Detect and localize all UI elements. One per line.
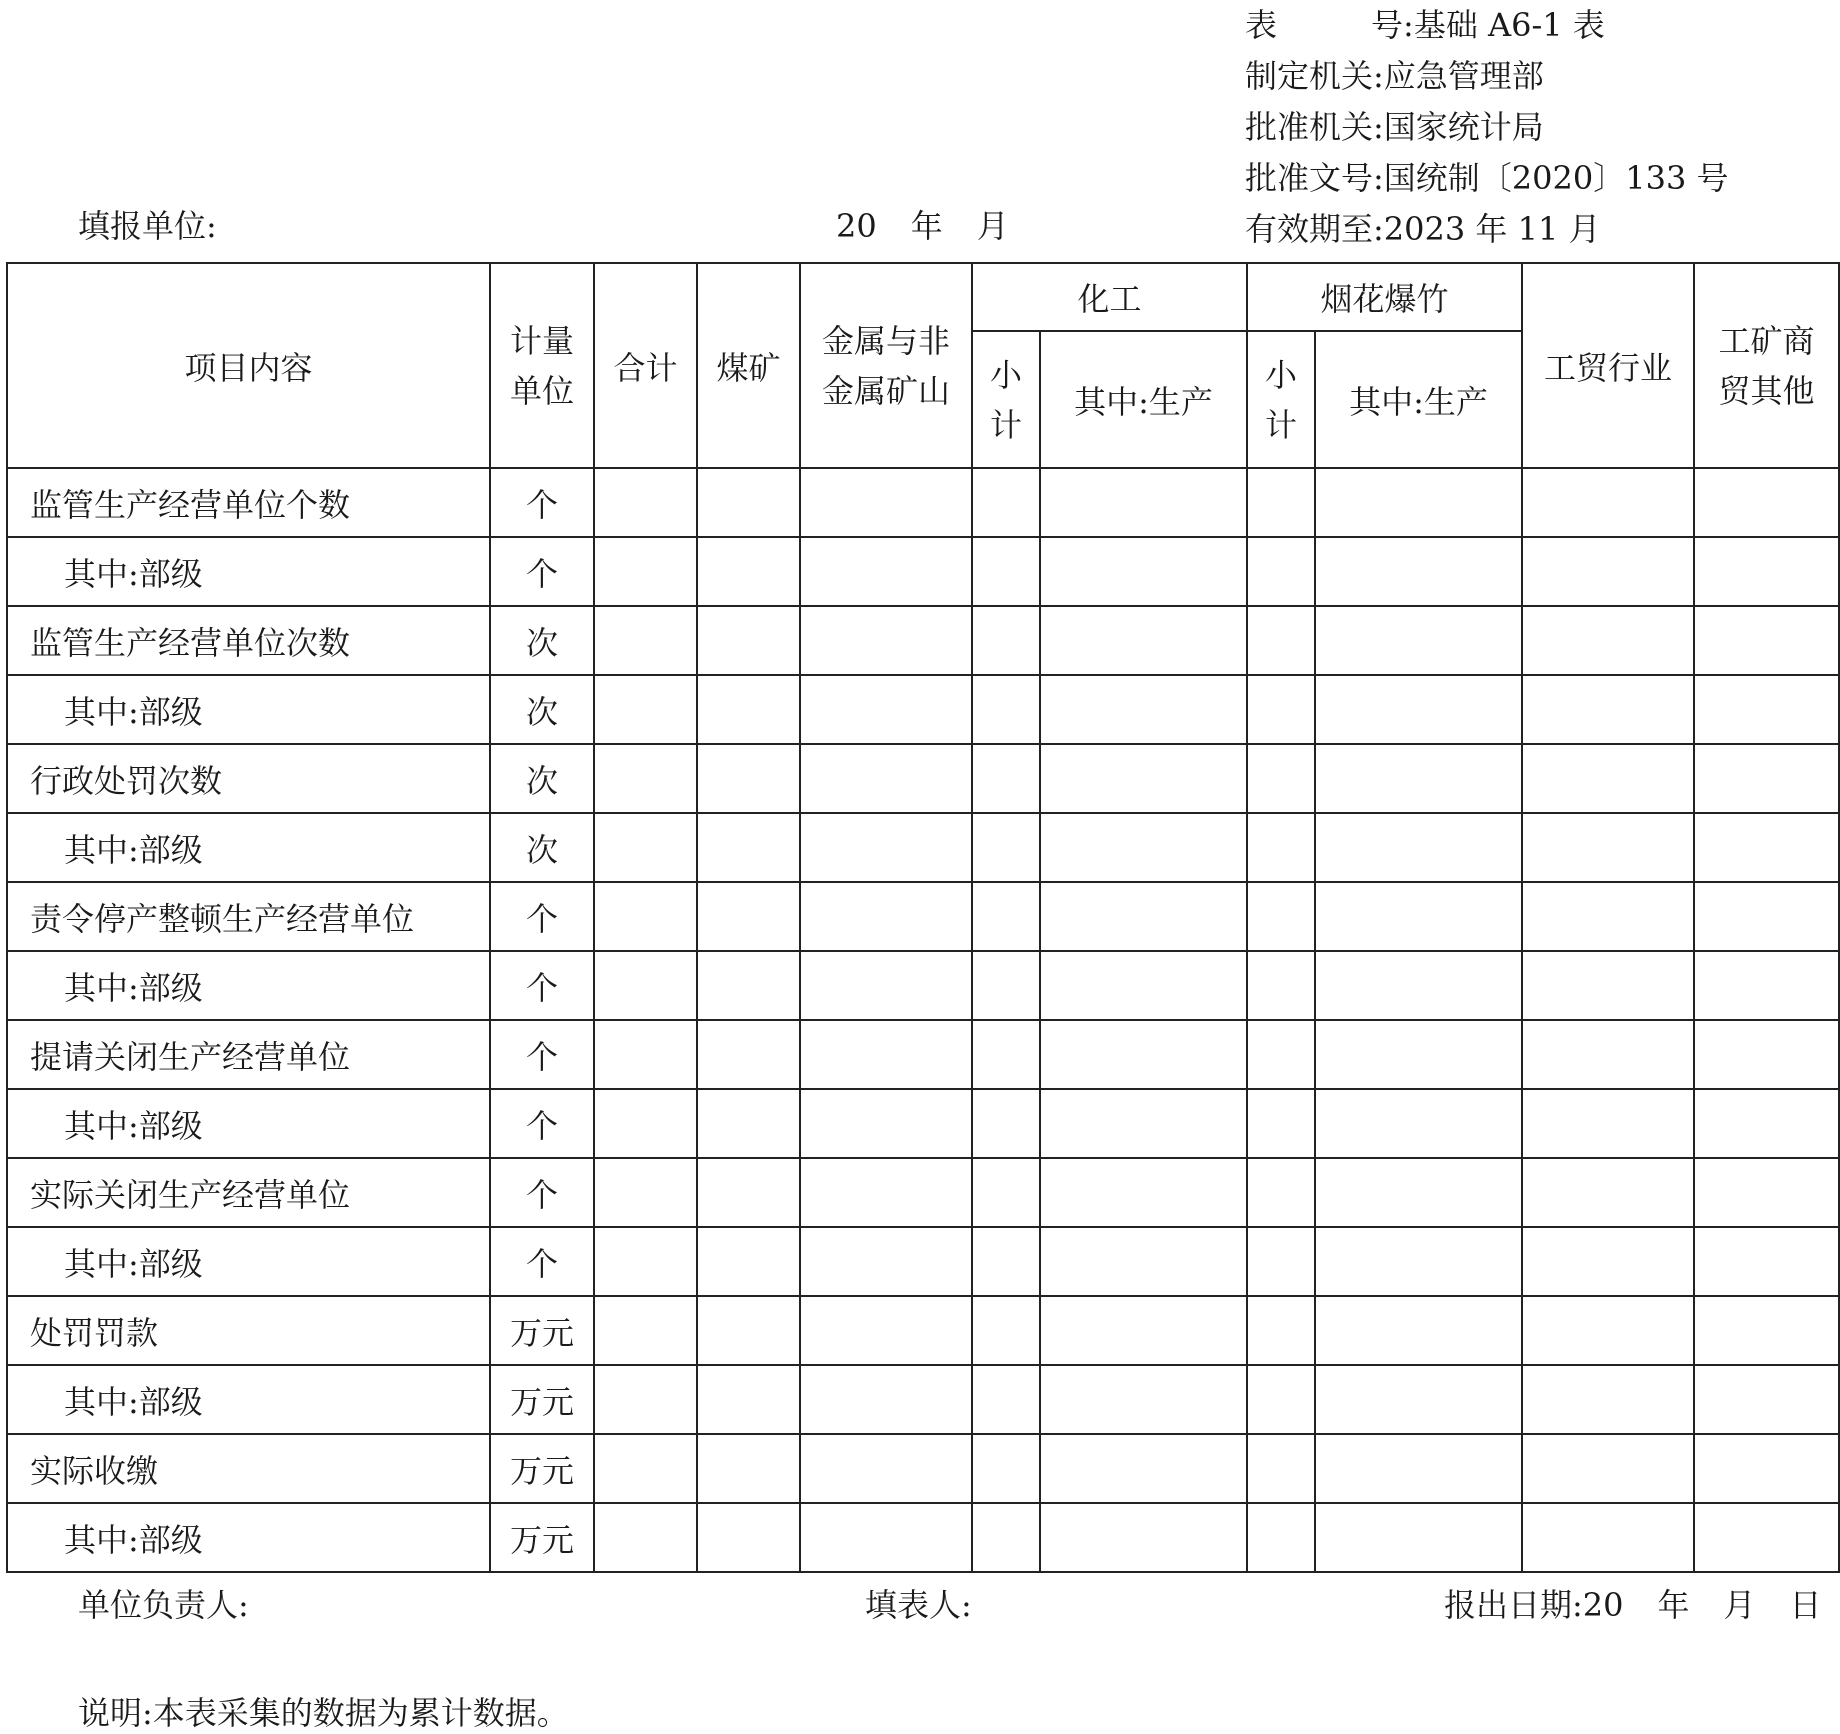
table-number-label-suffix: 号: — [1371, 6, 1414, 44]
row-unit: 万元 — [490, 1296, 594, 1365]
value-cell[interactable] — [1040, 1365, 1247, 1434]
value-cell[interactable] — [1694, 606, 1839, 675]
header-chemical-subtotal: 小 计 — [972, 331, 1040, 468]
unit-head-label: 单位负责人: — [78, 1586, 249, 1624]
value-cell[interactable] — [594, 537, 697, 606]
value-cell[interactable] — [972, 1158, 1040, 1227]
fill-unit-label: 填报单位: — [78, 207, 217, 245]
report-date-label: 报出日期:20 — [1444, 1586, 1624, 1624]
row-item: 责令停产整顿生产经营单位 — [7, 882, 490, 951]
header-fireworks: 烟花爆竹 — [1247, 263, 1522, 331]
value-cell[interactable] — [1522, 1296, 1694, 1365]
approval-number-label: 批准文号: — [1245, 159, 1384, 197]
value-cell[interactable] — [594, 1158, 697, 1227]
value-cell[interactable] — [800, 1296, 972, 1365]
row-item: 实际关闭生产经营单位 — [7, 1158, 490, 1227]
value-cell[interactable] — [972, 1089, 1040, 1158]
row-unit: 个 — [490, 1158, 594, 1227]
filler-label: 填表人: — [865, 1586, 972, 1624]
value-cell[interactable] — [1247, 882, 1315, 951]
value-cell[interactable] — [972, 468, 1040, 537]
report-date-year-unit: 年 — [1657, 1586, 1690, 1624]
row-item: 处罚罚款 — [7, 1296, 490, 1365]
value-cell[interactable] — [1247, 951, 1315, 1020]
approver-value: 国家统计局 — [1383, 108, 1544, 146]
value-cell[interactable] — [697, 744, 800, 813]
table-row — [7, 468, 1839, 537]
header-item: 项目内容 — [7, 263, 490, 468]
value-cell[interactable] — [800, 606, 972, 675]
row-item: 其中:部级 — [7, 537, 490, 606]
row-item: 其中:部级 — [7, 675, 490, 744]
value-cell[interactable] — [1315, 1503, 1522, 1572]
value-cell[interactable] — [1694, 1020, 1839, 1089]
value-cell[interactable] — [594, 675, 697, 744]
value-cell[interactable] — [594, 606, 697, 675]
value-cell[interactable] — [1315, 537, 1522, 606]
value-cell[interactable] — [1522, 882, 1694, 951]
value-cell[interactable] — [1040, 1020, 1247, 1089]
value-cell[interactable] — [594, 1503, 697, 1572]
header-fireworks-subtotal: 小 计 — [1247, 331, 1315, 468]
value-cell[interactable] — [1315, 951, 1522, 1020]
value-cell[interactable] — [972, 1503, 1040, 1572]
value-cell[interactable] — [1694, 468, 1839, 537]
value-cell[interactable] — [800, 537, 972, 606]
value-cell[interactable] — [1522, 744, 1694, 813]
value-cell[interactable] — [1315, 1020, 1522, 1089]
row-item: 行政处罚次数 — [7, 744, 490, 813]
value-cell[interactable] — [1522, 1503, 1694, 1572]
value-cell[interactable] — [1522, 1365, 1694, 1434]
valid-until-row — [1245, 204, 1729, 255]
valid-until-label: 有效期至: — [1245, 210, 1384, 248]
table-body — [7, 468, 1839, 1572]
value-cell[interactable] — [594, 744, 697, 813]
value-cell[interactable] — [1522, 537, 1694, 606]
row-unit: 次 — [490, 813, 594, 882]
row-item: 其中:部级 — [7, 1089, 490, 1158]
value-cell[interactable] — [1522, 951, 1694, 1020]
value-cell[interactable] — [1315, 882, 1522, 951]
value-cell[interactable] — [800, 675, 972, 744]
value-cell[interactable] — [800, 1365, 972, 1434]
value-cell[interactable] — [594, 1434, 697, 1503]
header-total: 合计 — [594, 263, 697, 468]
value-cell[interactable] — [1694, 1296, 1839, 1365]
value-cell[interactable] — [1040, 537, 1247, 606]
header-chemical-production: 其中:生产 — [1040, 331, 1247, 468]
table-row — [7, 1296, 1839, 1365]
value-cell[interactable] — [1315, 744, 1522, 813]
value-cell[interactable] — [1247, 813, 1315, 882]
header-other: 工矿商 贸其他 — [1694, 263, 1839, 468]
value-cell[interactable] — [1040, 1503, 1247, 1572]
value-cell[interactable] — [697, 1434, 800, 1503]
value-cell[interactable] — [800, 468, 972, 537]
value-cell[interactable] — [800, 813, 972, 882]
approver-label: 批准机关: — [1245, 108, 1384, 146]
value-cell[interactable] — [1694, 1158, 1839, 1227]
table-row — [7, 1503, 1839, 1572]
row-unit: 个 — [490, 1227, 594, 1296]
value-cell[interactable] — [1315, 813, 1522, 882]
value-cell[interactable] — [594, 1020, 697, 1089]
value-cell[interactable] — [1040, 744, 1247, 813]
table-row — [7, 882, 1839, 951]
table-row — [7, 1227, 1839, 1296]
value-cell[interactable] — [1040, 606, 1247, 675]
value-cell[interactable] — [972, 813, 1040, 882]
table-row — [7, 537, 1839, 606]
value-cell[interactable] — [1040, 882, 1247, 951]
value-cell[interactable] — [1694, 744, 1839, 813]
table-row — [7, 1365, 1839, 1434]
value-cell[interactable] — [800, 1089, 972, 1158]
value-cell[interactable] — [697, 1158, 800, 1227]
table-row — [7, 1434, 1839, 1503]
value-cell[interactable] — [1040, 951, 1247, 1020]
row-unit: 个 — [490, 951, 594, 1020]
value-cell[interactable] — [1247, 1365, 1315, 1434]
row-item: 其中:部级 — [7, 1227, 490, 1296]
value-cell[interactable] — [1315, 1434, 1522, 1503]
header-chemical: 化工 — [972, 263, 1247, 331]
value-cell[interactable] — [972, 1365, 1040, 1434]
row-unit: 次 — [490, 744, 594, 813]
header-coal: 煤矿 — [697, 263, 800, 468]
period-year-prefix: 20 — [836, 207, 877, 245]
issuer-value: 应急管理部 — [1383, 57, 1544, 95]
row-item: 提请关闭生产经营单位 — [7, 1020, 490, 1089]
value-cell[interactable] — [594, 1227, 697, 1296]
approval-number-value: 国统制〔2020〕133 号 — [1383, 159, 1729, 197]
value-cell[interactable] — [1694, 882, 1839, 951]
value-cell[interactable] — [1315, 1365, 1522, 1434]
table-row — [7, 1158, 1839, 1227]
value-cell[interactable] — [1694, 813, 1839, 882]
report-period — [836, 201, 1009, 247]
row-item: 监管生产经营单位个数 — [7, 468, 490, 537]
value-cell[interactable] — [1247, 744, 1315, 813]
value-cell[interactable] — [1694, 1503, 1839, 1572]
row-unit: 万元 — [490, 1365, 594, 1434]
value-cell[interactable] — [1694, 1365, 1839, 1434]
period-year-unit: 年 — [910, 207, 943, 245]
approver-row — [1245, 102, 1729, 153]
row-item: 其中:部级 — [7, 951, 490, 1020]
value-cell[interactable] — [972, 744, 1040, 813]
value-cell[interactable] — [1247, 1227, 1315, 1296]
value-cell[interactable] — [972, 1296, 1040, 1365]
value-cell[interactable] — [1694, 1434, 1839, 1503]
value-cell[interactable] — [697, 813, 800, 882]
report-date-month-unit: 月 — [1723, 1586, 1756, 1624]
value-cell[interactable] — [594, 882, 697, 951]
value-cell[interactable] — [972, 537, 1040, 606]
row-unit: 万元 — [490, 1503, 594, 1572]
value-cell[interactable] — [1522, 813, 1694, 882]
value-cell[interactable] — [800, 882, 972, 951]
value-cell[interactable] — [972, 1227, 1040, 1296]
issuer-row — [1245, 51, 1729, 102]
value-cell[interactable] — [800, 1158, 972, 1227]
report-date — [1444, 1580, 1822, 1626]
value-cell[interactable] — [1040, 1089, 1247, 1158]
value-cell[interactable] — [1247, 675, 1315, 744]
value-cell[interactable] — [1247, 537, 1315, 606]
value-cell[interactable] — [697, 882, 800, 951]
value-cell[interactable] — [1694, 537, 1839, 606]
value-cell[interactable] — [1247, 1296, 1315, 1365]
table-row — [7, 744, 1839, 813]
value-cell[interactable] — [1247, 1089, 1315, 1158]
header-metal-mines: 金属与非 金属矿山 — [800, 263, 972, 468]
header-industry-trade: 工贸行业 — [1522, 263, 1694, 468]
value-cell[interactable] — [1247, 1434, 1315, 1503]
table-row — [7, 675, 1839, 744]
table-row — [7, 813, 1839, 882]
row-unit: 个 — [490, 1089, 594, 1158]
form-metadata — [1245, 0, 1729, 255]
value-cell[interactable] — [972, 1020, 1040, 1089]
value-cell[interactable] — [1040, 468, 1247, 537]
value-cell[interactable] — [1247, 468, 1315, 537]
value-cell[interactable] — [1522, 1158, 1694, 1227]
value-cell[interactable] — [1315, 675, 1522, 744]
header-fireworks-production: 其中:生产 — [1315, 331, 1522, 468]
row-item: 其中:部级 — [7, 1365, 490, 1434]
value-cell[interactable] — [800, 951, 972, 1020]
row-unit: 个 — [490, 1020, 594, 1089]
value-cell[interactable] — [594, 1296, 697, 1365]
row-unit: 个 — [490, 537, 594, 606]
value-cell[interactable] — [697, 1503, 800, 1572]
value-cell[interactable] — [1040, 675, 1247, 744]
report-date-day-unit: 日 — [1789, 1586, 1822, 1624]
value-cell[interactable] — [972, 882, 1040, 951]
value-cell[interactable] — [1315, 1158, 1522, 1227]
value-cell[interactable] — [697, 468, 800, 537]
value-cell[interactable] — [594, 468, 697, 537]
valid-until-value: 2023 年 11 月 — [1383, 210, 1601, 248]
table-row — [7, 606, 1839, 675]
period-month-unit: 月 — [976, 207, 1009, 245]
value-cell[interactable] — [1315, 1296, 1522, 1365]
value-cell[interactable] — [697, 951, 800, 1020]
value-cell[interactable] — [1522, 1227, 1694, 1296]
table-row — [7, 1020, 1839, 1089]
table-number-label: 表 — [1245, 6, 1278, 44]
value-cell[interactable] — [1522, 606, 1694, 675]
value-cell[interactable] — [1522, 1089, 1694, 1158]
row-unit: 万元 — [490, 1434, 594, 1503]
value-cell[interactable] — [1247, 1158, 1315, 1227]
value-cell[interactable] — [1040, 1296, 1247, 1365]
row-unit: 次 — [490, 675, 594, 744]
value-cell[interactable] — [1522, 1020, 1694, 1089]
value-cell[interactable] — [1040, 1227, 1247, 1296]
header-unit: 计量 单位 — [490, 263, 594, 468]
value-cell[interactable] — [1315, 606, 1522, 675]
value-cell[interactable] — [972, 675, 1040, 744]
issuer-label: 制定机关: — [1245, 57, 1384, 95]
value-cell[interactable] — [1040, 813, 1247, 882]
value-cell[interactable] — [1694, 675, 1839, 744]
value-cell[interactable] — [1040, 1434, 1247, 1503]
value-cell[interactable] — [1522, 675, 1694, 744]
row-unit: 个 — [490, 468, 594, 537]
value-cell[interactable] — [800, 1227, 972, 1296]
table-note: 说明:本表采集的数据为累计数据。 — [78, 1694, 569, 1732]
value-cell[interactable] — [972, 606, 1040, 675]
value-cell[interactable] — [697, 537, 800, 606]
value-cell[interactable] — [1315, 468, 1522, 537]
statistics-table — [6, 262, 1840, 1573]
value-cell[interactable] — [1522, 468, 1694, 537]
value-cell[interactable] — [1247, 1503, 1315, 1572]
value-cell[interactable] — [1247, 1020, 1315, 1089]
value-cell[interactable] — [1694, 1227, 1839, 1296]
table-number-value: 基础 A6-1 表 — [1413, 6, 1605, 44]
value-cell[interactable] — [697, 1365, 800, 1434]
table-row — [7, 1089, 1839, 1158]
row-unit: 次 — [490, 606, 594, 675]
row-item: 实际收缴 — [7, 1434, 490, 1503]
value-cell[interactable] — [800, 1434, 972, 1503]
value-cell[interactable] — [697, 1227, 800, 1296]
value-cell[interactable] — [697, 1020, 800, 1089]
approval-number-row — [1245, 153, 1729, 204]
value-cell[interactable] — [594, 813, 697, 882]
table-row — [7, 951, 1839, 1020]
value-cell[interactable] — [972, 951, 1040, 1020]
value-cell[interactable] — [1694, 1089, 1839, 1158]
value-cell[interactable] — [1247, 606, 1315, 675]
value-cell[interactable] — [594, 1365, 697, 1434]
value-cell[interactable] — [1694, 951, 1839, 1020]
value-cell[interactable] — [697, 606, 800, 675]
value-cell[interactable] — [800, 744, 972, 813]
row-item: 其中:部级 — [7, 813, 490, 882]
value-cell[interactable] — [1315, 1089, 1522, 1158]
value-cell[interactable] — [697, 675, 800, 744]
value-cell[interactable] — [800, 1020, 972, 1089]
value-cell[interactable] — [972, 1434, 1040, 1503]
value-cell[interactable] — [594, 1089, 697, 1158]
value-cell[interactable] — [594, 951, 697, 1020]
value-cell[interactable] — [697, 1089, 800, 1158]
row-unit: 个 — [490, 882, 594, 951]
value-cell[interactable] — [1315, 1227, 1522, 1296]
row-item: 监管生产经营单位次数 — [7, 606, 490, 675]
value-cell[interactable] — [1522, 1434, 1694, 1503]
row-item: 其中:部级 — [7, 1503, 490, 1572]
value-cell[interactable] — [697, 1296, 800, 1365]
table-number-row — [1245, 0, 1729, 51]
value-cell[interactable] — [800, 1503, 972, 1572]
value-cell[interactable] — [1040, 1158, 1247, 1227]
